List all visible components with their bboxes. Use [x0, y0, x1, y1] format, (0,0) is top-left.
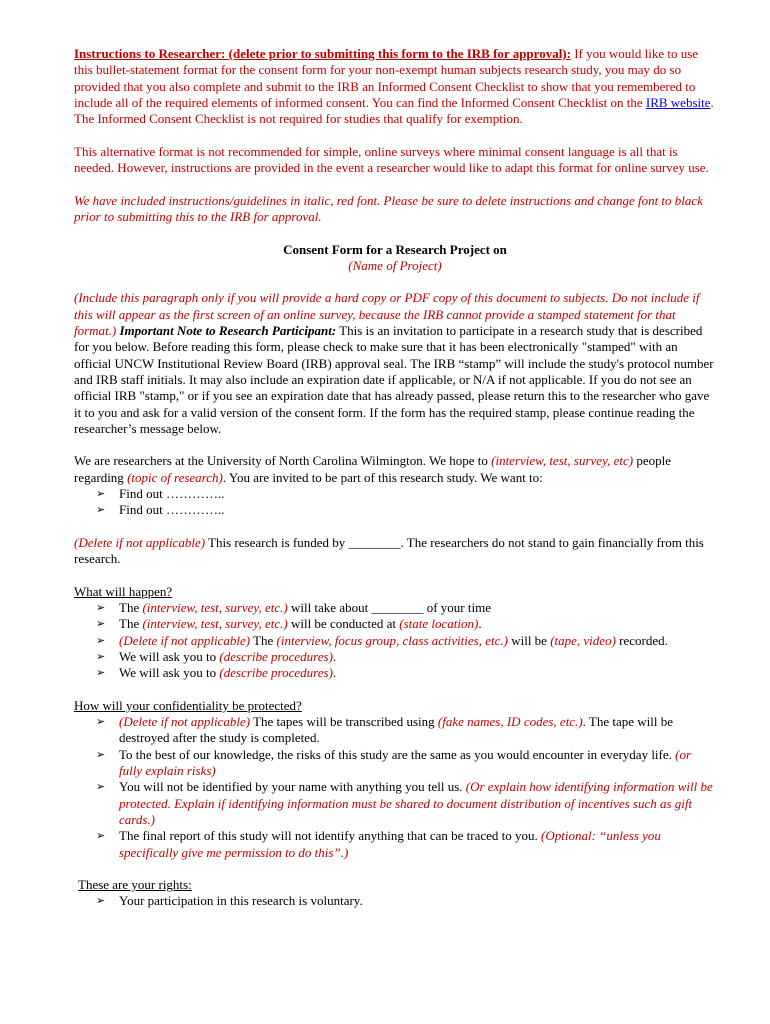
arrow-bullet-icon: ➢	[96, 894, 106, 908]
arrow-bullet-icon: ➢	[96, 633, 106, 647]
instructions-text-b: . The Informed Consent Checklist is not required for studies that qualify for exemption.	[74, 94, 714, 127]
participant-note-label: Important Note to Research Participant:	[119, 323, 337, 339]
arrow-bullet-icon: ➢	[96, 715, 106, 729]
what-will-happen-list	[74, 600, 716, 681]
confidentiality-heading: How will your confidentiality be protected?	[74, 697, 302, 713]
list-item: ➢ We will ask you to (describe procedures).	[96, 665, 337, 681]
arrow-bullet-icon: ➢	[96, 649, 106, 663]
list-item: ➢ You will not be identified by your name with anything you tell us. (Or explain how identifying information will be protected. Explain if identifying information must be shared to document distribution of incentives such as gift cards.)	[96, 779, 713, 827]
what-will-happen-heading: What will happen?	[74, 583, 173, 599]
arrow-bullet-icon: ➢	[96, 601, 106, 615]
stamp-note-paragraph	[74, 290, 716, 437]
form-title: Consent Form for a Research Project on	[283, 241, 507, 257]
list-item: ➢ (Delete if not applicable) The (interview, focus group, class activities, etc.) will be (tape, video) recorded.	[96, 632, 668, 648]
arrow-bullet-icon: ➢	[96, 617, 106, 631]
arrow-bullet-icon: ➢	[96, 666, 106, 680]
funding-instruction: (Delete if not applicable)	[74, 534, 206, 550]
arrow-bullet-icon: ➢	[96, 829, 106, 843]
list-item: ➢ Find out …………..	[96, 502, 225, 518]
funding-paragraph	[74, 535, 716, 568]
list-item: ➢ The final report of this study will not identify anything that can be traced to you. (Optional: “unless you specifically give me permission to do this”.)	[96, 828, 661, 860]
irb-website-link[interactable]: IRB website	[645, 94, 711, 110]
list-item: ➢ The (interview, test, survey, etc.) will be conducted at (state location).	[96, 616, 482, 632]
intro-text-2: people regarding	[74, 453, 672, 485]
confidentiality-list	[74, 714, 716, 861]
instructions-paragraph	[74, 46, 716, 127]
goals-list	[74, 486, 716, 519]
intro-topic-placeholder: (topic of research)	[127, 469, 223, 485]
list-item: ➢ The (interview, test, survey, etc.) will take about ________ of your time	[96, 600, 491, 616]
intro-method-placeholder: (interview, test, survey, etc)	[491, 453, 634, 469]
rights-heading: These are your rights:	[78, 877, 192, 893]
arrow-bullet-icon: ➢	[96, 503, 106, 517]
list-item: ➢ (Delete if not applicable) The tapes will be transcribed using (fake names, ID codes, etc.). The tape will be destroyed after the study is completed.	[96, 714, 674, 746]
instructions-text-a: If you would like to use this bullet-statement format for the consent form for your non-exempt human subjects research study, you may do so provided that you also complete and submit to the IRB an Informed Consent Checklist to show that you remembered to include all of the required elements of informed consent. You can find the Informed Consent Checklist on the	[74, 46, 699, 110]
list-item: ➢ Find out …………..	[96, 486, 225, 502]
arrow-bullet-icon: ➢	[96, 747, 106, 761]
consent-form-document	[74, 46, 716, 910]
list-item: ➢ Your participation in this research is voluntary.	[96, 893, 363, 909]
participant-note-text: This is an invitation to participate in a research study that is described for you below. Before reading this form, please check to make sure that it has been electronically "stamped" with an official UNCW Institutional Review Board (IRB) approval seal. The IRB “stamp” will include the study's protocol number and IRB staff initials. It may also include an expiration date if applicable, or N/A if not applicable. If you do not see an official IRB "stamp," or if you see an expiration date that has already passed, please return this to the researcher who gave it to you and ask for a valid version of the consent form. If the form has the required stamp, please continue reading the researcher’s message below.	[74, 323, 714, 436]
funding-text: This research is funded by ________. The researchers do not stand to gain financially from this research.	[74, 534, 704, 567]
arrow-bullet-icon: ➢	[96, 780, 106, 794]
instructions-heading: Instructions to Researcher: (delete prior to submitting this form to the IRB for approval):	[74, 46, 571, 61]
project-name-placeholder: (Name of Project)	[348, 257, 442, 273]
list-item: ➢ We will ask you to (describe procedures).	[96, 648, 337, 664]
intro-text-3: . You are invited to be part of this research study. We want to:	[222, 469, 543, 485]
rights-list	[74, 893, 716, 909]
online-survey-note: This alternative format is not recommended for simple, online surveys where minimal consent language is all that is needed. However, instructions are provided in the event a researcher would like to adapt this format for online survey use.	[74, 143, 709, 176]
stamp-note-instruction: (Include this paragraph only if you will provide a hard copy or PDF copy of this document to subjects. Do not include if this will appear as the first screen of an online survey, because the IRB cannot provide a stamped statement for that format.)	[74, 290, 700, 339]
intro-paragraph	[74, 453, 716, 486]
intro-text-1: We are researchers at the University of North Carolina Wilmington. We hope to	[74, 453, 492, 469]
list-item: ➢ To the best of our knowledge, the risks of this study are the same as you would encounter in everyday life. (or fully explain risks)	[96, 746, 692, 779]
arrow-bullet-icon: ➢	[96, 487, 106, 501]
italic-red-note: We have included instructions/guidelines in italic, red font. Please be sure to delete instructions and change font to black prior to submitting this to the IRB for approval.	[74, 192, 703, 224]
